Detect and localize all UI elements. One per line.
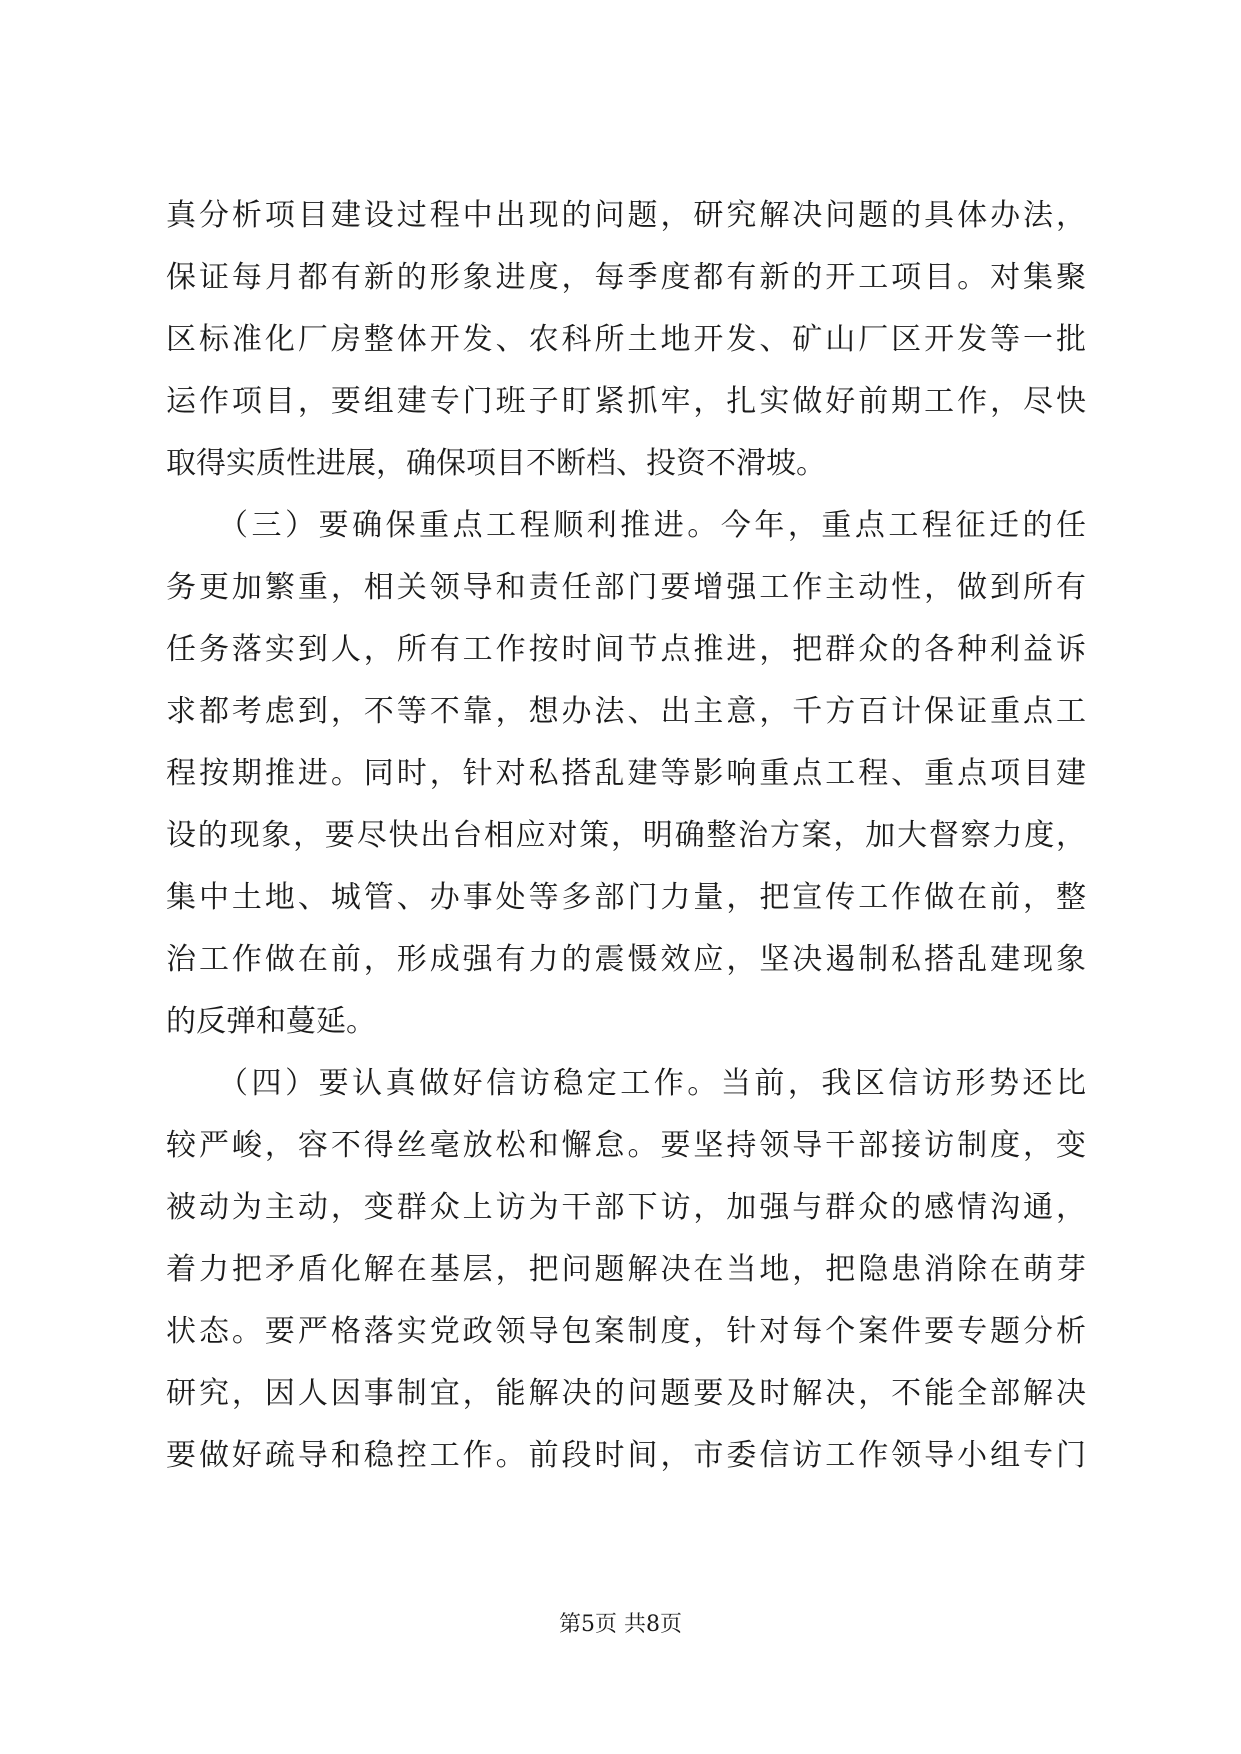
text-line: 集中土地、城管、办事处等多部门力量，把宣传工作做在前，整 [166,880,1086,915]
text-line: 任务落实到人，所有工作按时间节点推进，把群众的各种利益诉 [166,632,1086,667]
text-line: 运作项目，要组建专门班子盯紧抓牢，扎实做好前期工作，尽快 [166,384,1086,419]
text-line: 取得实质性进展，确保项目不断档、投资不滑坡。 [166,446,826,481]
text-line: 区标准化厂房整体开发、农科所土地开发、矿山厂区开发等一批 [166,322,1086,357]
text-line: （四）要认真做好信访稳定工作。当前，我区信访形势还比 [166,1066,1086,1101]
text-line: 着力把矛盾化解在基层，把问题解决在当地，把隐患消除在萌芽 [166,1252,1086,1287]
text-line: 被动为主动，变群众上访为干部下访，加强与群众的感情沟通， [166,1190,1086,1225]
text-line: 研究，因人因事制宜，能解决的问题要及时解决，不能全部解决 [166,1376,1086,1411]
body-text [166,200,1086,1502]
text-line: 真分析项目建设过程中出现的问题，研究解决问题的具体办法， [166,198,1086,233]
text-line: 要做好疏导和稳控工作。前段时间，市委信访工作领导小组专门 [166,1438,1086,1473]
text-line: 设的现象，要尽快出台相应对策，明确整治方案，加大督察力度， [166,818,1086,853]
text-line: 求都考虑到，不等不靠，想办法、出主意，千方百计保证重点工 [166,694,1086,729]
text-line: 治工作做在前，形成强有力的震慑效应，坚决遏制私搭乱建现象 [166,942,1086,977]
text-line: 保证每月都有新的形象进度，每季度都有新的开工项目。对集聚 [166,260,1086,295]
text-line: 较严峻，容不得丝毫放松和懈怠。要坚持领导干部接访制度，变 [166,1128,1086,1163]
text-line: 务更加繁重，相关领导和责任部门要增强工作主动性，做到所有 [166,570,1086,605]
text-line: 的反弹和蔓延。 [166,1004,376,1039]
text-line: 程按期推进。同时，针对私搭乱建等影响重点工程、重点项目建 [166,756,1086,791]
text-line: 状态。要严格落实党政领导包案制度，针对每个案件要专题分析 [166,1314,1086,1349]
page-footer: 第5页 共8页 [559,1612,682,1637]
text-line: （三）要确保重点工程顺利推进。今年，重点工程征迁的任 [166,508,1086,543]
